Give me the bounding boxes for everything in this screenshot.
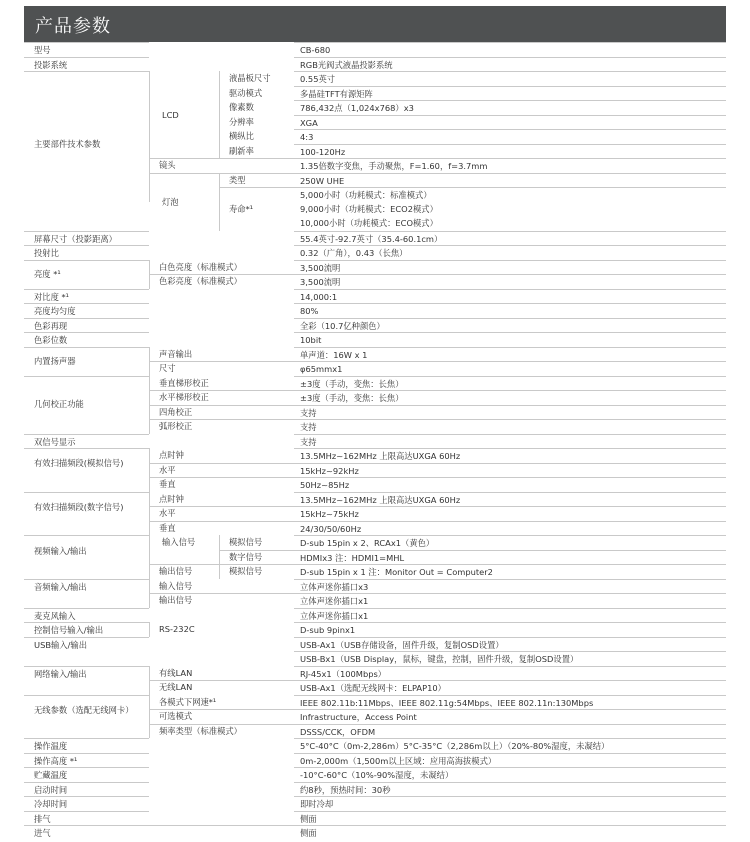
spec-value: 10bit [294,332,726,347]
spec-label: 投射比 [24,245,149,260]
spec-sub-label-2 [219,724,294,739]
spec-label [24,173,149,188]
group-scan-digital: 有效扫描频段(数字信号) [34,502,124,512]
spec-sub-label-2 [219,274,294,289]
rule-wireless-1 [149,709,726,710]
spec-sub-label: 垂直梯形校正 [159,377,209,388]
spec-sub-label-2 [219,680,294,695]
spec-sub-label: 输入信号 [159,580,193,591]
spec-row [24,506,726,521]
rule-geo-2 [149,405,726,406]
spec-sub-label [149,318,219,333]
spec-label: 冷却时间 [24,796,149,811]
divider-scan [149,448,150,535]
group-scan-analog: 有效扫描频段(模拟信号) [34,458,124,468]
spec-row [24,753,726,768]
spec-value: 约8秒，预热时间：30秒 [294,782,726,797]
spec-sub-label: 点时钟 [159,493,184,504]
divider-video-sub [219,535,220,579]
spec-sub-label-2 [219,811,294,826]
spec-row [24,303,726,318]
spec-sub-label-2 [219,651,294,666]
group-video-io: 视频输入/输出 [34,546,87,556]
spec-value: 9,000小时（功耗模式：ECO2模式） [300,203,438,214]
spec-label [24,724,149,739]
spec-sub-label [149,782,219,797]
spec-value: RGB光阀式液晶投影系统 [294,57,726,72]
spec-row [24,245,726,260]
rule-video-1 [219,550,726,551]
spec-sub-label-2 [219,796,294,811]
spec-label: 进气 [24,825,149,840]
rule-network [149,680,726,681]
spec-label [24,376,149,391]
spec-sub-label [149,753,219,768]
spec-sub-label-2 [219,42,294,57]
spec-sub-label-2: 分辨率 [229,116,254,127]
rule-geo-3 [149,419,726,420]
spec-row [24,419,726,434]
spec-value: D-sub 15pin x 1 注：Monitor Out = Computer2 [294,564,726,579]
group-usb-io: USB输入/输出 [34,640,88,650]
spec-sub-label [149,550,219,565]
spec-row [24,680,726,695]
spec-label [24,593,149,608]
spec-row [24,332,726,347]
spec-row [24,593,726,608]
spec-value: HDMIx3 注：HDMI1=MHL [294,550,726,565]
spec-label [24,521,149,536]
spec-sub-label [149,825,219,840]
spec-value: 即时冷却 [294,796,726,811]
spec-sub-label: 水平梯形校正 [159,392,209,402]
spec-row [24,86,726,101]
spec-sub-label: 频率类型（标准模式） [159,725,242,736]
rule-wireless-2 [149,724,726,725]
spec-row [24,405,726,420]
spec-row [24,361,726,376]
spec-sub-label: 声音输出 [159,348,193,359]
spec-row [24,448,726,463]
spec-sub-label: 水平 [159,464,176,475]
spec-sub-label-2: 数字信号 [229,551,263,562]
spec-value: 10,000小时（功耗模式：ECO模式） [300,218,438,228]
spec-row [24,173,726,188]
spec-sub-label: 镜头 [159,160,176,170]
spec-value: 0.55英寸 [294,71,726,86]
spec-value: 13.5MHz~162MHz 上限高达UXGA 60Hz [294,492,726,507]
spec-value: CB-680 [294,42,726,57]
spec-sub-label-2 [219,361,294,376]
spec-sub-label: 输出信号 [159,595,193,605]
spec-sub-label-2 [219,695,294,710]
spec-sub-label [149,100,219,115]
spec-value: 5°C-40°C（0m-2,286m）5°C-35°C（2,286m以上）（20%-80%湿度，未凝结） [294,738,726,753]
spec-sub-label [149,86,219,101]
spec-value: 24/30/50/60Hz [294,521,726,536]
spec-value: 侧面 [294,825,726,840]
spec-sub-label [149,129,219,144]
spec-sub-label-2: 刷新率 [229,145,254,156]
spec-sub-label-2 [219,782,294,797]
spec-value: 支持 [294,419,726,434]
spec-label: 排气 [24,811,149,826]
spec-row [24,579,726,594]
spec-sub-label-2 [219,405,294,420]
spec-label: 型号 [24,42,149,57]
spec-row [24,187,726,202]
spec-row [24,100,726,115]
spec-label: 色彩再现 [24,318,149,333]
spec-row [24,477,726,492]
spec-value: 0.32（广角），0.43（长焦） [294,245,726,260]
spec-sub-label [149,245,219,260]
spec-row [24,231,726,246]
spec-row [24,535,726,550]
spec-sub-label-2 [219,593,294,608]
spec-row [24,42,726,57]
spec-value: 100-120Hz [294,144,726,159]
spec-value: 15kHz~92kHz [294,463,726,478]
group-geometry: 几何校正功能 [34,399,84,409]
spec-row [24,767,726,782]
spec-value: φ65mmx1 [294,361,726,376]
spec-row [24,57,726,72]
spec-sub-label [149,637,219,652]
spec-sub-label: 各模式下网速*¹ [159,696,217,707]
spec-sub-label-2 [219,579,294,594]
spec-sub-label-2 [219,57,294,72]
spec-value: 1.35倍数字变焦，手动聚焦，F=1.60，f=3.7mm [294,158,726,173]
spec-value: ±3度（手动，变焦：长焦） [294,376,726,391]
spec-label: 亮度均匀度 [24,303,149,318]
spec-value: USB-Ax1（USB存储设备，固件升级，复制OSD设置） [294,637,726,652]
rule-life [219,187,726,188]
group-input-signal: 输入信号 [162,537,196,547]
spec-sub-label [149,71,219,86]
spec-sub-label [149,187,219,202]
spec-row [24,825,726,840]
spec-row [24,318,726,333]
spec-value: 立体声迷你插口x3 [294,579,726,594]
spec-row [24,738,726,753]
spec-sub-label: 可选模式 [159,711,193,721]
spec-value: RJ-45x1（100Mbps） [294,666,726,681]
group-speaker: 内置扬声器 [34,356,76,366]
rule-lamp [149,173,726,174]
spec-sub-label-2 [219,521,294,536]
spec-label: 控制信号输入/输出 [24,622,149,637]
spec-sub-label [149,608,219,623]
spec-sub-label-2 [219,347,294,362]
group-lcd: LCD [162,110,179,120]
spec-value: D-sub 9pinx1 [294,622,726,637]
spec-label [24,71,149,86]
spec-sub-label: 水平 [159,508,176,518]
spec-sub-label [149,811,219,826]
spec-row [24,666,726,681]
spec-value: Infrastructure，Access Point [294,709,726,724]
spec-value: IEEE 802.11b:11Mbps、IEEE 802.11g:54Mbps、IEEE 802.11n:130Mbps [294,695,726,710]
spec-row [24,144,726,159]
spec-label [24,86,149,101]
spec-row [24,564,726,579]
spec-table [24,42,726,842]
divider-lamp-sub [219,173,220,231]
spec-sub-label [149,115,219,130]
spec-value: 立体声迷你插口x1 [294,593,726,608]
spec-row [24,71,726,86]
spec-sub-label-2 [219,332,294,347]
spec-sub-label-2 [219,767,294,782]
spec-sub-label-2 [219,506,294,521]
spec-row [24,608,726,623]
group-lamp: 灯泡 [162,197,179,207]
spec-label: 屏幕尺寸（投影距离） [24,231,149,246]
spec-sub-label [149,42,219,57]
spec-row [24,260,726,275]
spec-label [24,202,149,217]
spec-row [24,202,726,217]
rule-bottom [24,825,726,826]
spec-sub-label: 垂直 [159,479,176,489]
spec-sub-label-2 [219,376,294,391]
spec-row [24,651,726,666]
spec-value: 14,000:1 [294,289,726,304]
spec-sub-label-2 [219,738,294,753]
spec-value: USB-Ax1（选配无线网卡：ELPAP10） [294,680,726,695]
rule-video-2 [149,564,726,565]
spec-row [24,390,726,405]
divider-control [149,622,150,637]
spec-sub-label-2 [219,666,294,681]
spec-value: XGA [294,115,726,130]
spec-sub-label [149,216,219,231]
spec-row [24,637,726,652]
spec-value: 多晶硅TFT有源矩阵 [294,86,726,101]
rule-geo-1 [149,390,726,391]
spec-row [24,521,726,536]
spec-label: 双信号显示 [24,434,149,449]
spec-label: 对比度 *¹ [24,289,149,304]
spec-sub-label-2 [219,289,294,304]
spec-row [24,347,726,362]
spec-sub-label [149,651,219,666]
spec-sub-label-2 [219,390,294,405]
spec-row [24,216,726,231]
spec-sub-label-2: 驱动模式 [229,87,263,98]
spec-sub-label-2 [219,608,294,623]
spec-sub-label [149,57,219,72]
rule-scan-4 [149,506,726,507]
spec-label [24,477,149,492]
spec-sub-label-2: 模拟信号 [229,566,263,576]
spec-sub-label-2 [219,231,294,246]
spec-sub-label [149,796,219,811]
spec-sub-label-2 [219,492,294,507]
spec-label: 麦克风输入 [24,608,149,623]
rule-audio [149,593,726,594]
spec-label [24,100,149,115]
spec-sub-label [149,173,219,188]
spec-sub-label-2 [219,753,294,768]
spec-value: 786,432点（1,024x768）x3 [294,100,726,115]
spec-row [24,463,726,478]
spec-sub-label-2 [219,419,294,434]
spec-row [24,724,726,739]
spec-value: 80% [294,303,726,318]
spec-value: 立体声迷你插口x1 [294,608,726,623]
spec-sub-label [149,767,219,782]
spec-sub-label-2 [219,477,294,492]
spec-sub-label-2: 横纵比 [229,131,254,141]
spec-sub-label [149,202,219,217]
spec-label: 色彩位数 [24,332,149,347]
rule-usb [294,651,726,652]
spec-sub-label [149,332,219,347]
spec-label: 投影系统 [24,57,149,72]
spec-value: 侧面 [294,811,726,826]
spec-sub-label-2: 像素数 [229,102,254,112]
rule-lens [149,158,726,159]
spec-row [24,115,726,130]
rule-scan-1 [149,463,726,464]
spec-value: 15kHz~75kHz [294,506,726,521]
spec-sub-label [149,144,219,159]
spec-label [24,216,149,231]
spec-value: 3,500流明 [294,274,726,289]
spec-value: DSSS/CCK，OFDM [294,724,726,739]
group-brightness: 亮度 *¹ [34,269,61,279]
spec-sub-label-2 [219,245,294,260]
divider-lcd-sub [219,71,220,158]
group-network-io: 网络输入/输出 [34,669,87,679]
spec-row [24,811,726,826]
spec-sub-label [149,303,219,318]
spec-sub-label: 有线LAN [159,667,193,678]
spec-sub-label: 四角校正 [159,406,193,417]
spec-sub-label-2 [219,448,294,463]
spec-value: 250W UHE [294,173,726,188]
rule-brightness [149,274,726,275]
spec-row [24,274,726,289]
spec-sub-label-2 [219,434,294,449]
spec-row [24,129,726,144]
spec-value: 55.4英寸-92.7英寸（35.4-60.1cm） [294,231,726,246]
spec-sub-label-2 [219,637,294,652]
rule-speaker [149,361,726,362]
spec-sub-label [149,434,219,449]
spec-row [24,796,726,811]
spec-sub-label-2: 模拟信号 [229,537,263,547]
group-audio-io: 音频输入/输出 [34,582,87,592]
spec-label [24,680,149,695]
spec-sub-label-2: 类型 [229,174,246,185]
spec-sub-label: 输出信号 [159,566,193,576]
spec-row [24,550,726,565]
group-wireless: 无线参数（选配无线网卡） [34,705,134,715]
spec-value: 单声道：16W x 1 [294,347,726,362]
spec-label [24,187,149,202]
spec-sub-label: 垂直 [159,522,176,533]
spec-row [24,434,726,449]
spec-sub-label-2 [219,303,294,318]
divider-video [149,535,150,579]
spec-value: D-sub 15pin x 2、RCAx1（黄色） [294,535,726,550]
spec-row [24,622,726,637]
spec-label: 启动时间 [24,782,149,797]
spec-row [24,289,726,304]
spec-sub-label-2 [219,158,294,173]
spec-value: 13.5MHz~162MHz 上限高达UXGA 60Hz [294,448,726,463]
spec-value: 4:3 [294,129,726,144]
spec-value: ±3度（手动，变焦：长焦） [294,390,726,405]
spec-sub-label [149,289,219,304]
spec-sub-label: 点时钟 [159,450,184,460]
spec-value: 5,000小时（功耗模式：标准模式） [294,187,726,202]
spec-value: 0m-2,000m（1,500m以上区域：应用高海拔模式） [294,753,726,768]
spec-sub-label-2 [219,318,294,333]
spec-label: 贮藏温度 [24,767,149,782]
spec-label: 操作温度 [24,738,149,753]
spec-sub-label-2 [219,709,294,724]
spec-sub-label: 尺寸 [159,363,176,373]
spec-label [24,158,149,173]
spec-row [24,158,726,173]
spec-sub-label: 白色亮度（标准模式） [159,261,242,272]
spec-sub-label-2 [219,216,294,231]
spec-value: 全彩（10.7亿种颜色） [294,318,726,333]
spec-sub-label-2 [219,622,294,637]
spec-sub-label-2 [219,260,294,275]
group-life: 寿命*¹ [229,204,254,214]
spec-sub-label-2: 液晶板尺寸 [229,73,271,83]
group-main-label: 主要部件技术参数 [34,139,101,149]
rule-scan-2 [149,477,726,478]
spec-sub-label [149,231,219,246]
spec-label [24,115,149,130]
spec-sub-label: 色彩亮度（标准模式） [159,276,242,286]
spec-label: 操作高度 *¹ [24,753,149,768]
spec-value: 50Hz~85Hz [294,477,726,492]
spec-label [24,419,149,434]
divider-main-lcd [149,71,150,202]
spec-row [24,492,726,507]
spec-sub-label-2 [219,463,294,478]
spec-sub-label [149,738,219,753]
spec-value: 支持 [294,434,726,449]
spec-label [24,651,149,666]
page-title: 产品参数 [35,16,111,37]
spec-sub-label-2 [219,187,294,202]
page-header [24,6,726,42]
spec-value: USB-Bx1（USB Display，鼠标，键盘，控制，固件升级，复制OSD设置） [294,651,726,666]
divider-wireless [149,695,150,739]
spec-value: 3,500流明 [294,260,726,275]
spec-sub-label: 无线LAN [159,682,193,692]
spec-label [24,564,149,579]
spec-value: -10°C-60°C（10%-90%湿度，未凝结） [294,767,726,782]
spec-sub-label: 弧形校正 [159,421,193,431]
spec-sub-label-2 [219,825,294,840]
spec-sub-label: RS-232C [159,624,195,634]
spec-value: 支持 [294,405,726,420]
spec-row [24,782,726,797]
rule-scan-5 [149,521,726,522]
spec-row [24,376,726,391]
